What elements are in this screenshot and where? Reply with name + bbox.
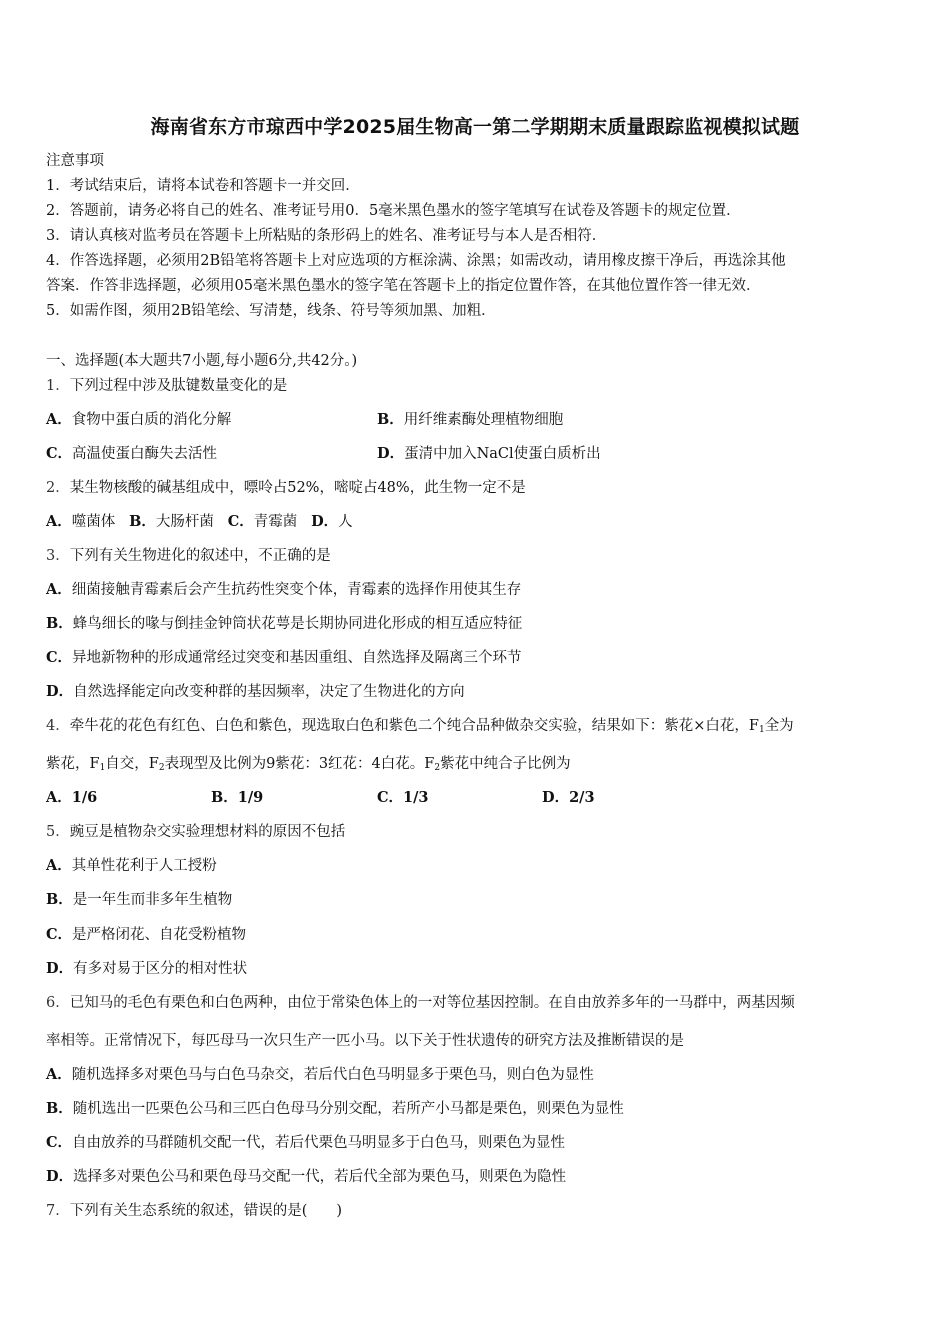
option-text: 用纤维素酶处理植物细胞	[403, 412, 564, 428]
option-text: 1/9	[237, 789, 264, 806]
option-label: A．	[46, 411, 72, 428]
option-text: 有多对易于区分的相对性状	[73, 961, 248, 977]
option-text: 大肠杆菌	[155, 514, 214, 530]
option-label: C．	[227, 513, 254, 530]
question-6-line-2: 率相等。正常情况下，每匹母马一次只生产一匹小马。以下关于性状遗传的研究方法及推断错误的是	[46, 1033, 684, 1049]
notice-item: 2．答题前，请务必将自己的姓名、准考证号用0．5毫米黑色墨水的签字笔填写在试卷及答题卡的规定位置．	[46, 203, 741, 219]
question-text: 自交，F	[105, 756, 159, 772]
question-3	[46, 546, 331, 566]
question-2	[46, 478, 526, 498]
option-b[interactable]	[46, 890, 232, 910]
option-text: 青霉菌	[253, 514, 298, 530]
option-label: D．	[377, 445, 405, 462]
subscript: 1	[99, 763, 106, 773]
option-text: 噬菌体	[71, 514, 116, 530]
question-7	[46, 1201, 342, 1221]
option-label: A．	[46, 1066, 72, 1083]
notice-item: 1．考试结束后，请将本试卷和答题卡一并交回．	[46, 178, 360, 194]
option-c[interactable]	[46, 1133, 565, 1153]
question-6	[46, 993, 795, 1013]
option-d[interactable]	[46, 1167, 566, 1187]
notice-item: 答案．作答非选择题，必须用05毫米黑色墨水的签字笔在答题卡上的指定位置作答，在其他位置作答一律无效．	[46, 278, 761, 294]
option-label: C．	[46, 649, 73, 666]
option-text: 蜂鸟细长的喙与倒挂金钟筒状花萼是长期协同进化形成的相互适应特征	[72, 616, 523, 632]
option-text: 1/3	[403, 789, 429, 806]
options-row	[46, 512, 353, 532]
subscript: 2	[158, 763, 165, 773]
question-5	[46, 822, 345, 842]
option-label: C．	[377, 789, 404, 806]
option-text: 是严格闭花、自花受粉植物	[72, 927, 247, 943]
option-b[interactable]	[377, 410, 563, 430]
subscript: 1	[758, 725, 765, 735]
question-text: 紫花中纯合子比例为	[440, 756, 571, 772]
question-text: 紫花，F	[46, 756, 100, 772]
option-d[interactable]	[46, 959, 247, 979]
question-text: 豌豆是植物杂交实验理想材料的原因不包括	[69, 824, 346, 840]
option-label: C．	[46, 1134, 73, 1151]
option-label: A．	[46, 581, 72, 598]
question-number: 6．	[46, 995, 70, 1011]
option-c[interactable]	[377, 788, 429, 808]
notice-heading: 注意事项	[46, 153, 104, 169]
option-c[interactable]	[46, 444, 217, 464]
question-text: 全为	[764, 718, 794, 734]
option-a[interactable]	[46, 788, 97, 808]
question-number: 4．	[46, 718, 70, 734]
option-text: 蛋清中加入NaCl使蛋白质析出	[404, 446, 601, 462]
option-label: A．	[46, 513, 72, 530]
option-text: 细菌接触青霉素后会产生抗药性突变个体，青霉素的选择作用使其生存	[71, 582, 522, 598]
option-d[interactable]	[46, 682, 465, 702]
option-c[interactable]	[46, 648, 522, 668]
option-text: 随机选择多对栗色马与白色马杂交，若后代白色马明显多于栗色马，则白色为显性	[71, 1067, 594, 1083]
option-a[interactable]	[46, 580, 521, 600]
subscript: 2	[434, 763, 441, 773]
option-b[interactable]	[129, 514, 214, 530]
question-number: 7．	[46, 1203, 70, 1219]
option-a[interactable]	[46, 1065, 594, 1085]
option-text: 人	[338, 514, 353, 530]
question-text: 已知马的毛色有栗色和白色两种，由位于常染色体上的一对等位基因控制。在自由放养多年的一马群中，两基因频	[69, 995, 795, 1011]
option-label: B．	[377, 411, 404, 428]
page-title: 海南省东方市琼西中学2025届生物高一第二学期期末质量跟踪监视模拟试题	[150, 116, 800, 138]
notice-item: 3．请认真核对监考员在答题卡上所粘贴的条形码上的姓名、准考证号与本人是否相符．	[46, 228, 607, 244]
question-number: 5．	[46, 824, 70, 840]
option-text: 自然选择能定向改变种群的基因频率，决定了生物进化的方向	[73, 684, 465, 700]
option-label: A．	[46, 857, 72, 874]
option-c[interactable]	[228, 514, 298, 530]
option-text: 2/3	[569, 789, 595, 806]
question-text: 下列有关生态系统的叙述，错误的是( )	[69, 1203, 343, 1219]
option-label: C．	[46, 445, 73, 462]
option-label: D．	[46, 1168, 74, 1185]
option-label: C．	[46, 926, 73, 943]
option-label: D．	[46, 960, 74, 977]
option-a[interactable]	[46, 514, 115, 530]
option-text: 自由放养的马群随机交配一代，若后代栗色马明显多于白色马，则栗色为显性	[72, 1135, 566, 1151]
question-4	[46, 716, 794, 736]
question-text: 下列有关生物进化的叙述中，不正确的是	[69, 548, 331, 564]
option-d[interactable]	[542, 788, 595, 808]
question-1	[46, 376, 287, 396]
option-b[interactable]	[46, 614, 522, 634]
question-text: 牵牛花的花色有红色、白色和紫色，现选取白色和紫色二个纯合品种做杂交实验，结果如下：紫花×白花，F	[69, 718, 759, 734]
question-4-line-2	[46, 754, 571, 774]
option-label: B．	[46, 1100, 73, 1117]
option-d[interactable]	[311, 514, 353, 530]
option-text: 1/6	[71, 789, 98, 806]
option-label: A．	[46, 789, 72, 806]
option-b[interactable]	[211, 788, 263, 808]
option-label: B．	[211, 789, 238, 806]
option-label: D．	[46, 683, 74, 700]
option-text: 是一年生而非多年生植物	[72, 892, 233, 908]
notice-item: 5．如需作图，须用2B铅笔绘、写清楚，线条、符号等须加黑、加粗．	[46, 303, 496, 319]
option-b[interactable]	[46, 1099, 624, 1119]
option-text: 食物中蛋白质的消化分解	[71, 412, 232, 428]
option-text: 高温使蛋白酶失去活性	[72, 446, 218, 462]
option-a[interactable]	[46, 410, 231, 430]
option-text: 选择多对栗色公马和栗色母马交配一代，若后代全部为栗色马，则栗色为隐性	[73, 1169, 567, 1185]
option-label: B．	[46, 615, 73, 632]
question-number: 1．	[46, 378, 70, 394]
option-text: 其单性花利于人工授粉	[71, 858, 217, 874]
option-text: 异地新物种的形成通常经过突变和基因重组、自然选择及隔离三个环节	[72, 650, 522, 666]
option-label: B．	[46, 891, 73, 908]
question-text: 表现型及比例为9紫花：3红花：4白花。F	[164, 756, 435, 772]
option-a[interactable]	[46, 856, 217, 876]
question-text: 下列过程中涉及肽键数量变化的是	[69, 378, 288, 394]
option-label: D．	[311, 513, 339, 530]
question-text: 某生物核酸的碱基组成中，嘌呤占52%，嘧啶占48%，此生物一定不是	[69, 480, 526, 496]
option-label: B．	[129, 513, 156, 530]
option-label: D．	[542, 789, 570, 806]
question-number: 3．	[46, 548, 70, 564]
section-heading: 一、选择题(本大题共7小题,每小题6分,共42分。)	[46, 353, 358, 369]
option-c[interactable]	[46, 925, 246, 945]
question-number: 2．	[46, 480, 70, 496]
option-text: 随机选出一匹栗色公马和三匹白色母马分别交配，若所产小马都是栗色，则栗色为显性	[72, 1101, 624, 1117]
notice-item: 4．作答选择题，必须用2B铅笔将答题卡上对应选项的方框涂满、涂黑；如需改动，请用橡皮擦干净后，再选涂其他	[46, 253, 786, 269]
option-d[interactable]	[377, 444, 601, 464]
